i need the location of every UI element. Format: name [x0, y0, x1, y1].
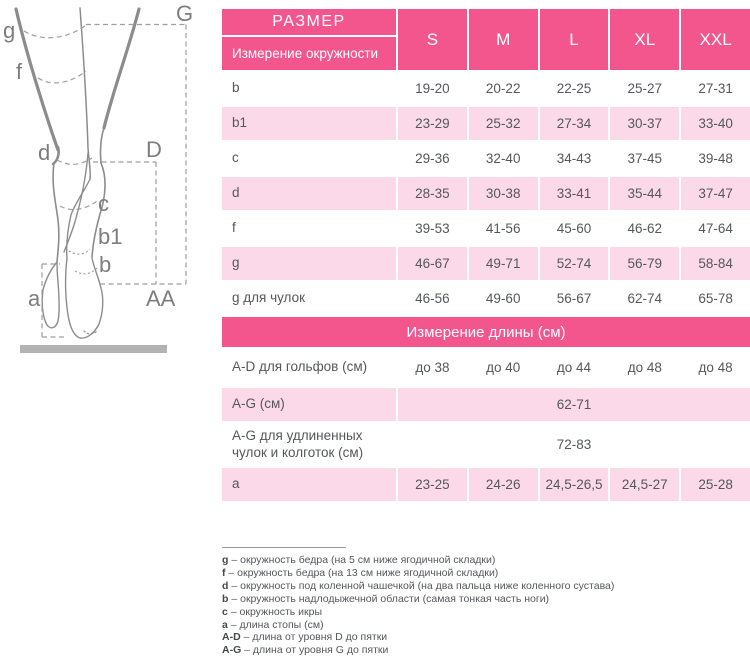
cell-a-l: 24,5-26,5 — [540, 468, 609, 501]
legend-text: – окружность бедра (на 13 см ниже ягодичной складки) — [228, 566, 499, 579]
label-b: b — [99, 252, 112, 277]
cell-ad-l: до 44 — [540, 349, 609, 386]
cell-b1-xl: 30-37 — [610, 107, 679, 140]
legend-key: f — [222, 566, 226, 579]
legend-key: g — [222, 554, 229, 566]
legend-item-d — [222, 580, 742, 593]
cell-g-m: 49-71 — [469, 247, 538, 280]
legend-key: b — [222, 592, 229, 605]
label-G: G — [176, 1, 194, 26]
legend-key: a — [222, 618, 228, 631]
label-D: D — [146, 137, 162, 162]
legend-item-g — [222, 554, 742, 567]
ground-bar — [20, 345, 167, 353]
legend-item-ad — [222, 631, 742, 644]
cell-g-xl: 56-79 — [610, 247, 679, 280]
legend-item-c — [222, 606, 742, 619]
cell-ad-m: до 40 — [469, 349, 538, 386]
left-calf-outer-line — [53, 163, 59, 262]
cell-g-l: 52-74 — [540, 247, 609, 280]
cell-c-m: 32-40 — [469, 142, 538, 175]
cell-f-xxl: 47-64 — [681, 212, 750, 245]
cell-g-xxl: 58-84 — [681, 247, 750, 280]
label-AA: AA — [146, 286, 176, 311]
cell-b-xl: 25-27 — [610, 72, 679, 105]
label-d: d — [38, 140, 51, 165]
legend-key: A-G — [222, 644, 242, 657]
cell-f-m: 41-56 — [469, 212, 538, 245]
cell-c-s: 29-36 — [398, 142, 467, 175]
cell-d-s: 28-35 — [398, 177, 467, 210]
row-label-f: f — [222, 212, 396, 245]
legend-text: – окружность бедра (на 5 см ниже ягодичной складки) — [231, 554, 496, 566]
col-header-xxl: XXL — [681, 9, 750, 70]
cell-ag-long-all: 72-83 — [398, 423, 750, 466]
leg-measurement-diagram — [0, 0, 222, 365]
left-foot-outline — [42, 262, 59, 328]
size-table — [222, 9, 750, 501]
cell-d-xxl: 37-47 — [681, 177, 750, 210]
col-header-m: M — [469, 9, 538, 70]
cell-d-l: 33-41 — [540, 177, 609, 210]
legend-text: – длина стопы (см) — [230, 618, 324, 631]
cell-gst-xxl: 65-78 — [681, 282, 750, 315]
cell-f-l: 45-60 — [540, 212, 609, 245]
cell-ag-all: 62-71 — [398, 388, 750, 421]
cell-a-xxl: 25-28 — [681, 468, 750, 501]
legend-text: – окружность икры — [230, 605, 322, 618]
f-level-arc — [38, 71, 86, 83]
center-leg-line — [80, 8, 90, 179]
cell-gst-m: 49-60 — [469, 282, 538, 315]
col-header-l: L — [540, 9, 609, 70]
legend-divider — [222, 547, 346, 548]
cell-c-xl: 37-45 — [610, 142, 679, 175]
label-f: f — [16, 59, 23, 84]
right-knee-outer-line — [100, 128, 104, 163]
row-label-g-stockings: g для чулок — [222, 282, 396, 315]
cell-d-xl: 35-44 — [610, 177, 679, 210]
cell-ad-xxl: до 48 — [681, 349, 750, 386]
row-label-a: a — [222, 468, 396, 501]
cell-ad-s: до 38 — [398, 349, 467, 386]
left-outer-thigh-line — [16, 9, 58, 150]
b-level-arc-upper — [69, 249, 90, 254]
legend-key: A-D — [222, 631, 241, 644]
label-g: g — [3, 18, 16, 43]
b-level-arc-lower — [75, 268, 97, 274]
cell-f-xl: 46-62 — [610, 212, 679, 245]
size-header: РАЗМЕР — [222, 9, 396, 35]
row-label-ag: A-G (см) — [222, 388, 396, 421]
cell-c-l: 34-43 — [540, 142, 609, 175]
circumference-header: Измерение окружности — [222, 37, 396, 70]
row-label-ag-long: A-G для удлиненных чулок и колготок (см) — [222, 423, 396, 466]
cell-d-m: 30-38 — [469, 177, 538, 210]
cell-b-s: 19-20 — [398, 72, 467, 105]
cell-b-l: 22-25 — [540, 72, 609, 105]
row-label-d: d — [222, 177, 396, 210]
legend-text: – длина от уровня D до пятки — [243, 631, 388, 644]
label-a: a — [28, 286, 41, 311]
legs-illustration — [0, 0, 222, 365]
legend-item-a — [222, 619, 742, 632]
left-knee-line — [53, 147, 59, 164]
cell-b1-m: 25-32 — [469, 107, 538, 140]
cell-gst-xl: 62-74 — [610, 282, 679, 315]
cell-b-xxl: 27-31 — [681, 72, 750, 105]
length-section-header: Измерение длины (см) — [222, 317, 750, 347]
cell-g-s: 46-67 — [398, 247, 467, 280]
toes-dotted-line — [84, 331, 97, 334]
row-label-ad: A-D для гольфов (см) — [222, 349, 396, 386]
legend-item-f — [222, 567, 742, 580]
cell-a-m: 24-26 — [469, 468, 538, 501]
right-foot-outline — [66, 258, 103, 338]
cell-b-m: 20-22 — [469, 72, 538, 105]
label-c: c — [98, 191, 109, 216]
cell-gst-l: 56-67 — [540, 282, 609, 315]
legend-key: d — [222, 579, 229, 592]
legend — [222, 547, 742, 657]
g-level-arc — [24, 26, 85, 38]
cell-b1-l: 27-34 — [540, 107, 609, 140]
col-header-s: S — [398, 9, 467, 70]
cell-b1-xxl: 33-40 — [681, 107, 750, 140]
cell-gst-s: 46-56 — [398, 282, 467, 315]
row-label-c: c — [222, 142, 396, 175]
legend-item-b — [222, 593, 742, 606]
row-label-b1: b1 — [222, 107, 396, 140]
right-outer-thigh-line — [104, 9, 139, 128]
legend-text: – длина от уровня G до пятки — [244, 644, 389, 657]
label-b1: b1 — [98, 224, 123, 249]
cell-c-xxl: 39-48 — [681, 142, 750, 175]
cell-a-xl: 24,5-27 — [610, 468, 679, 501]
legend-item-ag — [222, 644, 742, 657]
cell-b1-s: 23-29 — [398, 107, 467, 140]
row-label-g: g — [222, 247, 396, 280]
cell-ad-xl: до 48 — [610, 349, 679, 386]
right-calf-inner-line — [67, 179, 90, 258]
legend-text: – окружность надлодыжечной области (самая тонкая часть ноги) — [231, 592, 550, 605]
row-label-b: b — [222, 72, 396, 105]
legend-text: – окружность под коленной чашечкой (на два пальца ниже коленного сустава) — [231, 579, 615, 592]
col-header-xl: XL — [610, 9, 679, 70]
legend-key: c — [222, 605, 228, 618]
cell-a-s: 23-25 — [398, 468, 467, 501]
cell-f-s: 39-53 — [398, 212, 467, 245]
